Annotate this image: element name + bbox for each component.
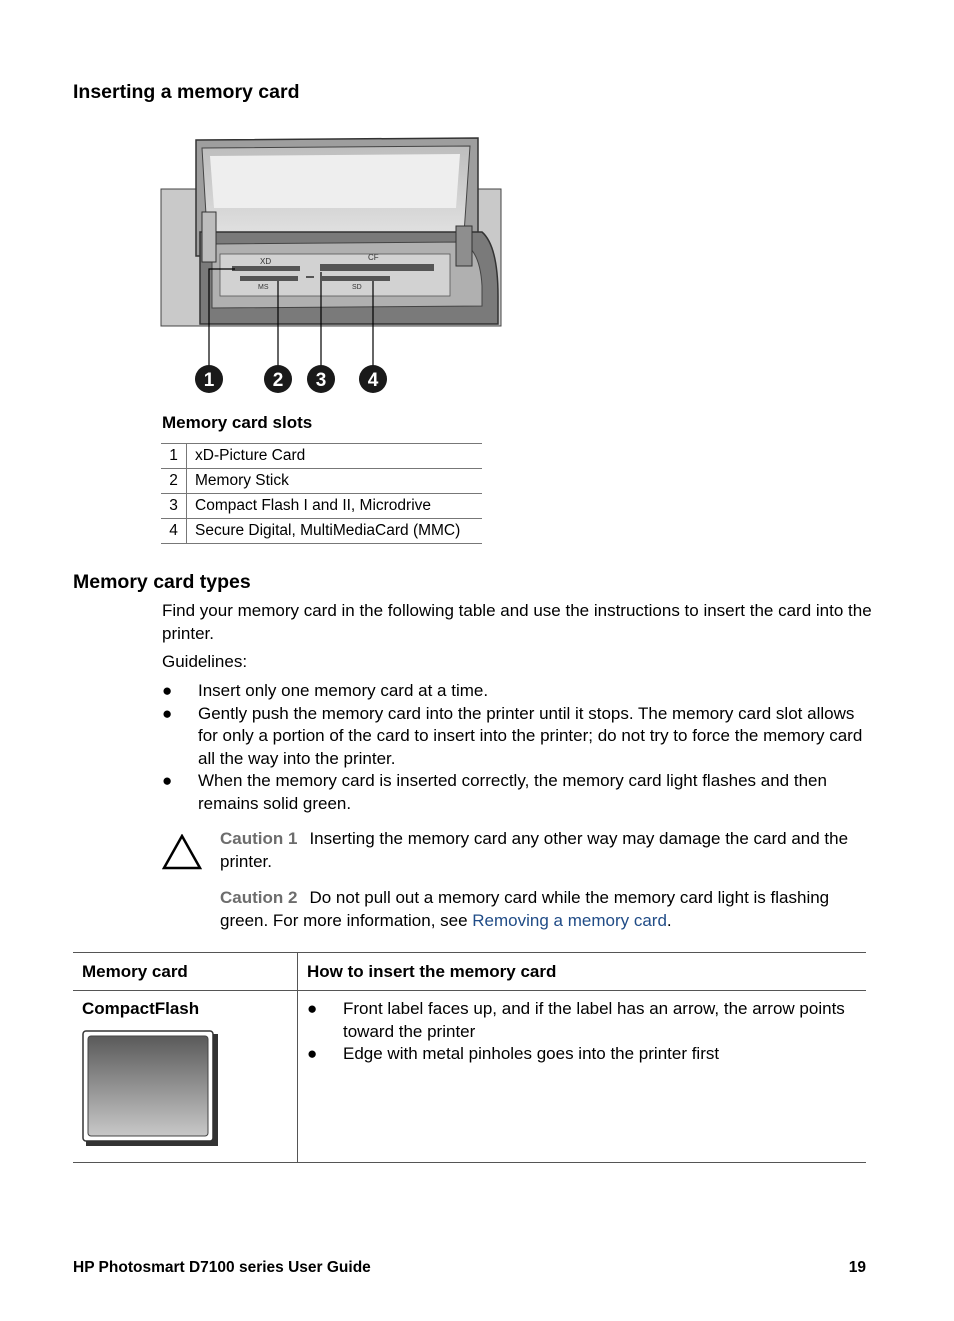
footer-guide-title: HP Photosmart D7100 series User Guide: [73, 1259, 371, 1276]
memory-card-types-table: [73, 952, 866, 1163]
caution-1-label: Caution 1: [220, 829, 298, 848]
table-header-row: [73, 953, 866, 991]
slot-number: 4: [161, 519, 187, 544]
page-number: 19: [848, 1259, 866, 1276]
svg-text:1: 1: [203, 370, 215, 391]
list-item: ● When the memory card is inserted correctly, the memory card light flashes and then remains solid green.: [162, 771, 827, 813]
guidelines-list: [162, 680, 872, 815]
removing-memory-card-link[interactable]: Removing a memory card: [472, 910, 667, 930]
intro-paragraph: Find your memory card in the following table and use the instructions to insert the card into the printer.: [162, 601, 872, 643]
callout-2: [264, 365, 292, 393]
table-row: [73, 991, 866, 1163]
table-row: [161, 469, 482, 494]
slot-description: Secure Digital, MultiMediaCard (MMC): [187, 519, 483, 544]
column-header-how-to-insert: How to insert the memory card: [298, 953, 867, 991]
callout-1: [195, 365, 223, 393]
list-item: ● Edge with metal pinholes goes into the printer first: [307, 1043, 866, 1066]
slots-table-title: Memory card slots: [162, 413, 313, 432]
bullet-glyph: ●: [162, 681, 173, 700]
table-row: [161, 444, 482, 469]
callout-3: [307, 365, 335, 393]
list-item: ● Insert only one memory card at a time.: [162, 680, 872, 703]
slot-number: 1: [161, 444, 187, 469]
slot-description: xD-Picture Card: [187, 444, 483, 469]
caution-2-text: Do not pull out a memory card while the memory card light is flashing green. For more information, see: [220, 888, 830, 930]
memory-card-slots-table: [161, 443, 482, 544]
section-title-types: Memory card types: [73, 571, 251, 593]
svg-text:2: 2: [272, 370, 284, 391]
svg-text:3: 3: [315, 370, 327, 391]
table-row: [161, 519, 482, 544]
list-item: ● Front label faces up, and if the label has an arrow, the arrow points toward the printer: [307, 999, 845, 1041]
printer-memory-slot-illustration: [160, 136, 504, 398]
list-item: ● Gently push the memory card into the printer until it stops. The memory card slot allows for only a portion of the card to insert into the printer; do not try to force the memory card all the way into the printer.: [162, 703, 863, 768]
callout-4: [359, 365, 387, 393]
section-title-inserting: Inserting a memory card: [73, 81, 300, 103]
card-cell: [73, 991, 298, 1163]
bullet-glyph: ●: [307, 999, 318, 1018]
guidelines-label: Guidelines:: [162, 652, 248, 671]
slot-label-sd: SD: [352, 284, 362, 291]
card-name: CompactFlash: [82, 999, 200, 1018]
slot-label-ms: MS: [258, 284, 269, 291]
slot-number: 3: [161, 494, 187, 519]
slot-label-cf: CF: [368, 253, 379, 262]
column-header-memory-card: Memory card: [73, 953, 298, 991]
bullet-glyph: ●: [162, 771, 173, 790]
caution-1-text: Inserting the memory card any other way may damage the card and the printer.: [220, 829, 849, 871]
svg-text:4: 4: [367, 370, 379, 391]
instructions-cell: [298, 991, 867, 1163]
compactflash-card-image: [82, 1030, 220, 1148]
caution-2-label: Caution 2: [220, 888, 298, 907]
caution-1: [220, 828, 872, 873]
slot-description: Compact Flash I and II, Microdrive: [187, 494, 483, 519]
slot-number: 2: [161, 469, 187, 494]
caution-2: Caution 2 Do not pull out a memory card while the memory card light is flashing green. For more information, see Removing a memory card.: [220, 888, 830, 930]
table-row: [161, 494, 482, 519]
instructions-list: [307, 998, 866, 1066]
slot-description: Memory Stick: [187, 469, 483, 494]
bullet-glyph: ●: [162, 703, 173, 723]
caution-triangle-icon: [162, 834, 202, 870]
slot-label-xd: XD: [260, 257, 272, 266]
bullet-glyph: ●: [307, 1044, 318, 1063]
